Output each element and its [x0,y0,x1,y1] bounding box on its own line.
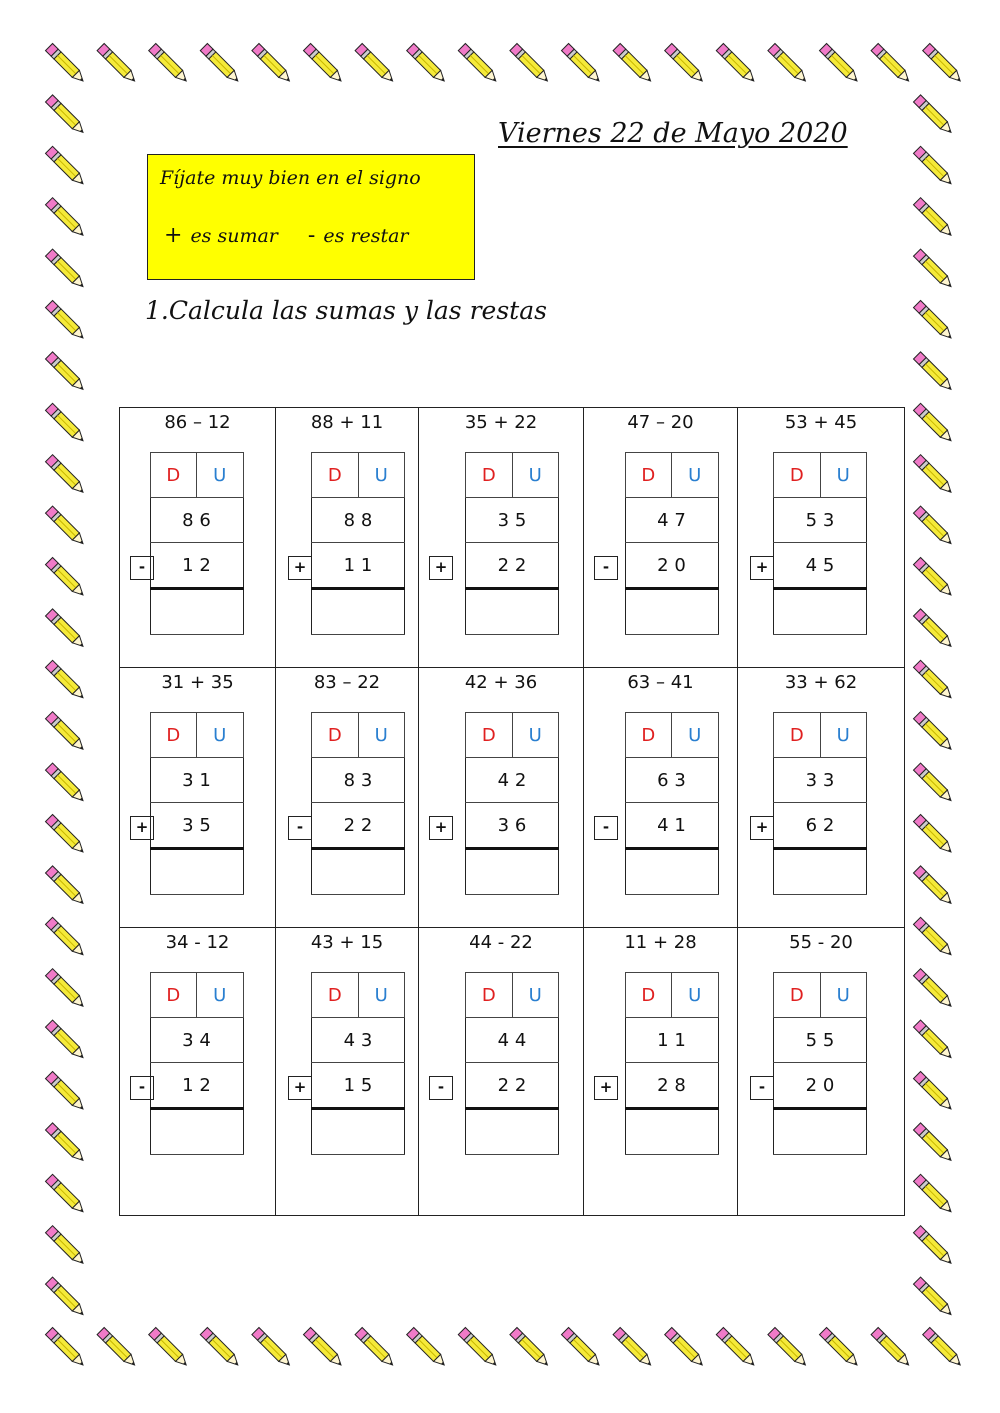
exercise-expression: 53 + 45 [784,412,858,433]
units-header: U [358,453,405,498]
pencil-icon [913,814,954,855]
pencil-icon [45,917,86,958]
tens-header: D [625,453,672,498]
pencil-icon [45,352,86,393]
exercise-expression: 88 + 11 [310,412,384,433]
minuend-digits: 6 3 [625,758,718,803]
column-table [311,712,405,895]
exercise-expression: 34 - 12 [165,932,230,953]
units-header: U [197,713,244,758]
answer-box[interactable] [312,849,405,895]
date-heading: Viernes 22 de Mayo 2020 [498,118,848,149]
exercise-expression: 11 + 28 [624,932,697,953]
answer-box[interactable] [150,1109,243,1155]
units-header: U [512,713,559,758]
operation-sign: + [429,556,453,580]
tens-header: D [150,973,197,1018]
answer-box[interactable] [312,589,405,635]
exercise-expression: 83 – 22 [313,672,381,693]
answer-box[interactable] [774,589,867,635]
minuend-digits: 5 3 [774,498,867,543]
subtrahend-digits: 3 6 [466,803,559,849]
exercise-cell [276,668,419,928]
subtrahend-digits: 2 0 [625,543,718,589]
pencil-icon [613,43,654,84]
exercise-cell [419,928,584,1216]
pencil-icon [303,1327,344,1368]
units-header: U [512,973,559,1018]
pencil-icon [510,1327,551,1368]
pencil-icon [913,763,954,804]
answer-box[interactable] [466,589,559,635]
column-table [150,972,244,1155]
exercise-expression: 47 – 20 [627,412,694,433]
pencil-icon [913,1174,954,1215]
pencil-icon [149,1327,190,1368]
column-table [311,972,405,1155]
answer-box[interactable] [625,849,718,895]
tens-header: D [466,713,513,758]
pencil-icon [45,1327,86,1368]
exercise-expression: 55 - 20 [789,932,853,953]
pencil-icon [913,249,954,290]
answer-box[interactable] [625,589,718,635]
subtrahend-digits: 2 2 [466,543,559,589]
operation-sign: + [130,816,154,840]
minuend-digits: 3 1 [150,758,243,803]
units-header: U [358,973,405,1018]
exercise-cell [276,928,419,1216]
minuend-digits: 5 5 [774,1018,867,1063]
exercise-cell [584,928,738,1216]
pencil-icon [45,403,86,444]
pencil-icon [252,43,293,84]
tens-header: D [312,973,359,1018]
column-table [311,452,405,635]
exercise-cell [276,408,419,668]
pencil-icon [45,506,86,547]
pencil-icon [45,660,86,701]
pencil-icon [913,352,954,393]
pencil-icon [913,609,954,650]
pencil-icon [913,146,954,187]
answer-box[interactable] [625,1109,718,1155]
pencil-icon [355,1327,396,1368]
minuend-digits: 8 3 [312,758,405,803]
minus-symbol: - [307,223,316,248]
answer-box[interactable] [774,1109,867,1155]
pencil-icon [149,43,190,84]
pencil-icon [97,1327,138,1368]
pencil-icon [45,1277,86,1318]
tens-header: D [312,453,359,498]
pencil-icon [45,763,86,804]
note-line-2 [164,223,409,248]
pencil-icon [613,1327,654,1368]
minuend-digits: 3 5 [466,498,559,543]
units-header: U [197,453,244,498]
tens-header: D [150,453,197,498]
column-table [625,972,719,1155]
column-table [625,452,719,635]
pencil-icon [923,43,964,84]
instruction-note [147,154,475,280]
pencil-icon [913,403,954,444]
operation-sign: + [429,816,453,840]
units-header: U [512,453,559,498]
tens-header: D [774,453,821,498]
units-header: U [672,973,719,1018]
pencil-icon [45,43,86,84]
column-table [773,712,867,895]
pencil-icon [45,969,86,1010]
pencil-icon [97,43,138,84]
pencil-icon [913,1071,954,1112]
column-table [465,712,559,895]
column-table [773,452,867,635]
exercise-expression: 35 + 22 [464,412,538,433]
units-header: U [820,453,867,498]
pencil-icon [913,506,954,547]
pencil-icon [768,43,809,84]
answer-box[interactable] [466,1109,559,1155]
pencil-icon [407,1327,448,1368]
tens-header: D [466,973,513,1018]
pencil-icon [665,1327,706,1368]
column-table [773,972,867,1155]
minuend-digits: 4 2 [466,758,559,803]
exercise-expression: 44 - 22 [469,932,533,953]
column-table [150,712,244,895]
exercise-cell [120,668,276,928]
exercise-cell [120,928,276,1216]
pencil-icon [458,43,499,84]
minuend-digits: 1 1 [625,1018,718,1063]
pencil-icon [303,43,344,84]
pencil-icon [45,609,86,650]
exercise-expression: 63 – 41 [627,672,694,693]
minuend-digits: 4 4 [466,1018,559,1063]
pencil-icon [913,969,954,1010]
subtrahend-digits: 1 2 [150,1063,243,1109]
tens-header: D [625,973,672,1018]
answer-box[interactable] [150,849,243,895]
pencil-icon [45,300,86,341]
operation-sign: - [130,556,154,580]
operation-sign: - [594,556,618,580]
pencil-icon [913,557,954,598]
pencil-icon [871,1327,912,1368]
exercise-cell [738,928,905,1216]
operation-sign: + [288,1076,312,1100]
tens-header: D [774,713,821,758]
pencil-icon [913,1277,954,1318]
pencil-icon [913,917,954,958]
operation-sign: + [750,816,774,840]
pencil-icon [458,1327,499,1368]
operation-sign: - [750,1076,774,1100]
exercise-expression: 86 – 12 [164,412,231,433]
subtrahend-digits: 4 5 [774,543,867,589]
pencil-icon [913,95,954,136]
units-header: U [820,973,867,1018]
pencil-icon [561,43,602,84]
pencil-icon [716,1327,757,1368]
subtrahend-digits: 2 2 [312,803,405,849]
subtrahend-digits: 2 8 [625,1063,718,1109]
exercise-cell [584,668,738,928]
note-line-1: Fíjate muy bien en el signo [160,167,421,189]
minuend-digits: 3 4 [150,1018,243,1063]
tens-header: D [466,453,513,498]
exercise-cell [419,408,584,668]
answer-box[interactable] [312,1109,405,1155]
column-table [625,712,719,895]
subtrahend-digits: 6 2 [774,803,867,849]
pencil-icon [510,43,551,84]
answer-box[interactable] [150,589,243,635]
operation-sign: + [594,1076,618,1100]
tens-header: D [312,713,359,758]
units-header: U [672,453,719,498]
pencil-icon [45,146,86,187]
answer-box[interactable] [466,849,559,895]
pencil-icon [45,557,86,598]
exercise-expression: 42 + 36 [464,672,538,693]
pencil-icon [200,1327,241,1368]
pencil-icon [45,455,86,496]
subtrahend-digits: 2 2 [466,1063,559,1109]
subtrahend-digits: 4 1 [625,803,718,849]
minuend-digits: 4 7 [625,498,718,543]
pencil-icon [45,866,86,907]
subtrahend-digits: 3 5 [150,803,243,849]
exercise-cell [738,408,905,668]
pencil-icon [913,1020,954,1061]
pencil-icon [819,43,860,84]
pencil-icon [716,43,757,84]
exercise-grid [119,407,905,1216]
tens-header: D [774,973,821,1018]
minus-text: es restar [323,225,409,247]
pencil-icon [913,455,954,496]
subtrahend-digits: 1 1 [312,543,405,589]
exercise-expression: 31 + 35 [161,672,234,693]
pencil-icon [923,1327,964,1368]
subtrahend-digits: 1 5 [312,1063,405,1109]
minuend-digits: 8 8 [312,498,405,543]
pencil-icon [913,660,954,701]
task-heading: 1.Calcula las sumas y las restas [145,296,547,325]
pencil-icon [45,1123,86,1164]
pencil-icon [913,300,954,341]
operation-sign: - [130,1076,154,1100]
pencil-icon [913,712,954,753]
pencil-icon [45,1020,86,1061]
pencil-icon [819,1327,860,1368]
pencil-icon [355,43,396,84]
column-table [150,452,244,635]
pencil-icon [45,712,86,753]
pencil-icon [45,814,86,855]
pencil-icon [768,1327,809,1368]
pencil-icon [665,43,706,84]
plus-symbol: + [164,223,183,248]
column-table [465,972,559,1155]
subtrahend-digits: 1 2 [150,543,243,589]
pencil-icon [407,43,448,84]
answer-box[interactable] [774,849,867,895]
exercise-expression: 43 + 15 [310,932,384,953]
pencil-icon [913,198,954,239]
units-header: U [197,973,244,1018]
pencil-icon [200,43,241,84]
tens-header: D [625,713,672,758]
minuend-digits: 4 3 [312,1018,405,1063]
subtrahend-digits: 2 0 [774,1063,867,1109]
column-table [465,452,559,635]
pencil-icon [913,1123,954,1164]
exercise-cell [419,668,584,928]
operation-sign: - [288,816,312,840]
units-header: U [672,713,719,758]
plus-text: es sumar [190,225,278,247]
pencil-icon [252,1327,293,1368]
exercise-cell [584,408,738,668]
pencil-icon [913,1226,954,1267]
operation-sign: + [750,556,774,580]
pencil-icon [45,1071,86,1112]
pencil-icon [45,1174,86,1215]
units-header: U [358,713,405,758]
pencil-icon [45,198,86,239]
operation-sign: + [288,556,312,580]
units-header: U [820,713,867,758]
exercise-expression: 33 + 62 [784,672,858,693]
pencil-icon [45,1226,86,1267]
tens-header: D [150,713,197,758]
pencil-icon [45,95,86,136]
operation-sign: - [594,816,618,840]
pencil-icon [561,1327,602,1368]
pencil-icon [871,43,912,84]
exercise-cell [738,668,905,928]
pencil-icon [45,249,86,290]
minuend-digits: 8 6 [150,498,243,543]
pencil-icon [913,866,954,907]
minuend-digits: 3 3 [774,758,867,803]
exercise-cell [120,408,276,668]
operation-sign: - [429,1076,453,1100]
